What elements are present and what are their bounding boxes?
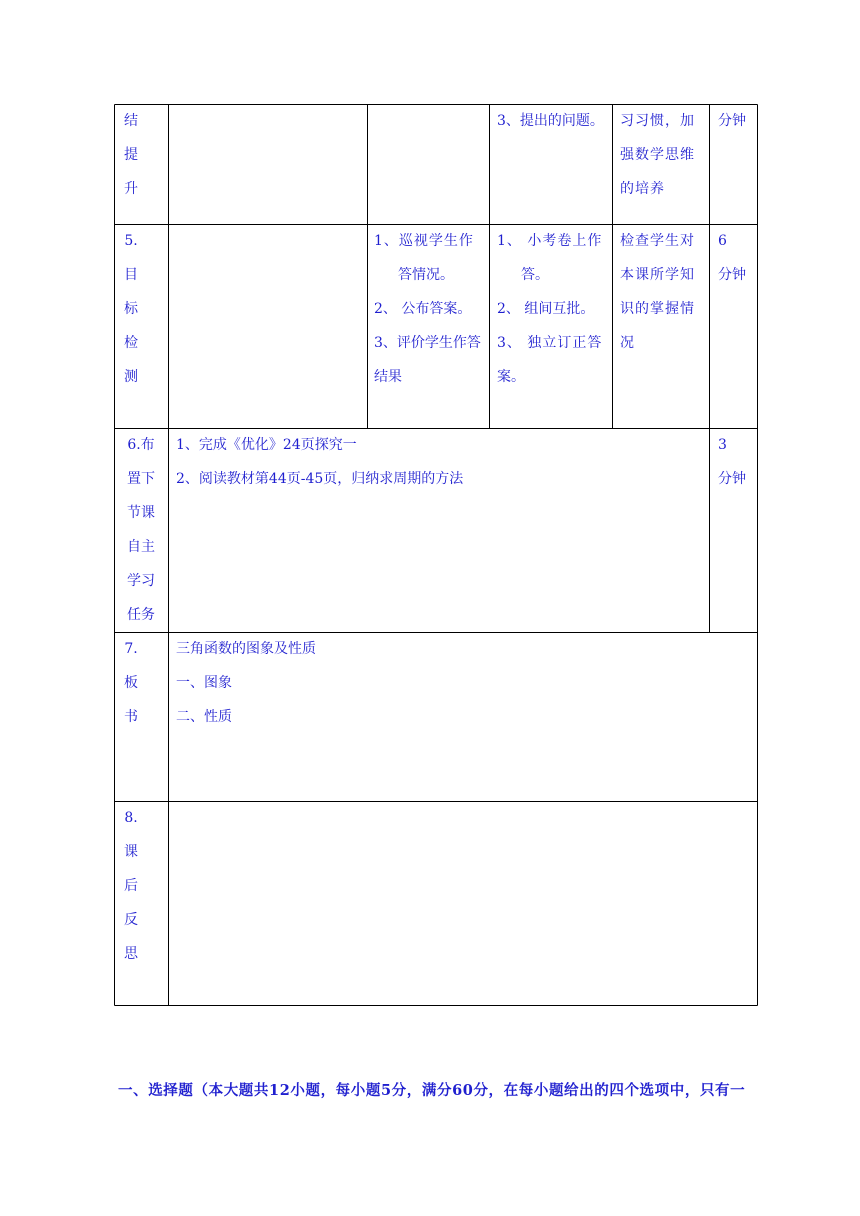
row-7-label (114, 632, 148, 734)
row-7-content (176, 632, 316, 734)
label-line: 5. (124, 233, 138, 249)
row-5-intent (620, 224, 695, 360)
text-line: 1、巡视学生作 (374, 233, 474, 249)
label-line: 学习 (127, 573, 155, 589)
row-summary-intent (620, 104, 695, 206)
text-line: 识的掌握情 (620, 301, 695, 317)
label-line: 检 (124, 335, 138, 351)
text-line: 2、 公布答案。 (374, 301, 472, 317)
text-line: 答。 (521, 267, 549, 283)
label-line: 6.布 (127, 437, 155, 453)
text-line: 3、提出的问题。 (497, 113, 604, 129)
text-line: 分钟 (718, 471, 746, 487)
section-heading: 一、选择题（本大题共12小题，每小题5分，满分60分，在每小题给出的四个选项中，只有一 (118, 1082, 746, 1099)
label-line: 置下 (127, 471, 155, 487)
label-line: 课 (124, 844, 138, 860)
text-line: 二、性质 (176, 709, 232, 725)
row-5-student-activity (497, 224, 602, 394)
row-8-label (114, 801, 148, 971)
row-summary-label (114, 104, 148, 206)
row-summary-time (718, 104, 746, 138)
text-line: 检查学生对 (620, 233, 695, 249)
row-8-content (176, 801, 746, 1001)
text-line: 习习惯，加 (620, 113, 695, 129)
text-line: 3、 独立订正答 (497, 335, 603, 351)
label-line: 升 (124, 181, 138, 197)
text-line: 况 (620, 335, 635, 351)
text-line: 案。 (497, 369, 525, 385)
text-line: 答情况。 (398, 267, 454, 283)
label-line: 测 (124, 369, 138, 385)
text-line: 3、评价学生作答 (374, 335, 481, 351)
text-line: 本课所学知 (620, 267, 695, 283)
text-line: 2、 组间互批。 (497, 301, 595, 317)
label-line: 板 (124, 675, 138, 691)
row-5-label (114, 224, 148, 394)
text-line: 强数学思维 (620, 147, 695, 163)
label-line: 后 (124, 878, 138, 894)
row-6-content (176, 428, 463, 496)
label-line: 提 (124, 147, 138, 163)
text-line: 一、图象 (176, 675, 232, 691)
row-summary-student-activity (497, 104, 604, 138)
label-line: 书 (124, 709, 138, 725)
label-line: 任务 (127, 607, 155, 623)
label-line: 8. (124, 810, 138, 826)
row-5-teacher-activity (374, 224, 481, 394)
row-6-label (114, 428, 168, 632)
text-line: 三角函数的图象及性质 (176, 641, 316, 657)
row-6-time (718, 428, 746, 496)
text-line: 分钟 (718, 267, 746, 283)
label-line: 节课 (127, 505, 155, 521)
text-line: 的培养 (620, 181, 665, 197)
text-line: 1、完成《优化》24页探究一 (176, 437, 357, 453)
label-line: 思 (124, 946, 138, 962)
label-line: 标 (124, 301, 138, 317)
label-line: 自主 (127, 539, 155, 555)
row-5-time (718, 224, 746, 292)
text-line: 1、 小考卷上作 (497, 233, 603, 249)
text-line: 结果 (374, 369, 402, 385)
text-line: 6 (718, 233, 727, 249)
text-line: 分钟 (718, 113, 746, 129)
label-line: 目 (124, 267, 138, 283)
text-line: 2、阅读教材第44页-45页，归纳求周期的方法 (176, 471, 464, 487)
text-line: 3 (718, 437, 727, 453)
label-line: 结 (124, 113, 138, 129)
label-line: 7. (124, 641, 138, 657)
label-line: 反 (124, 912, 138, 928)
